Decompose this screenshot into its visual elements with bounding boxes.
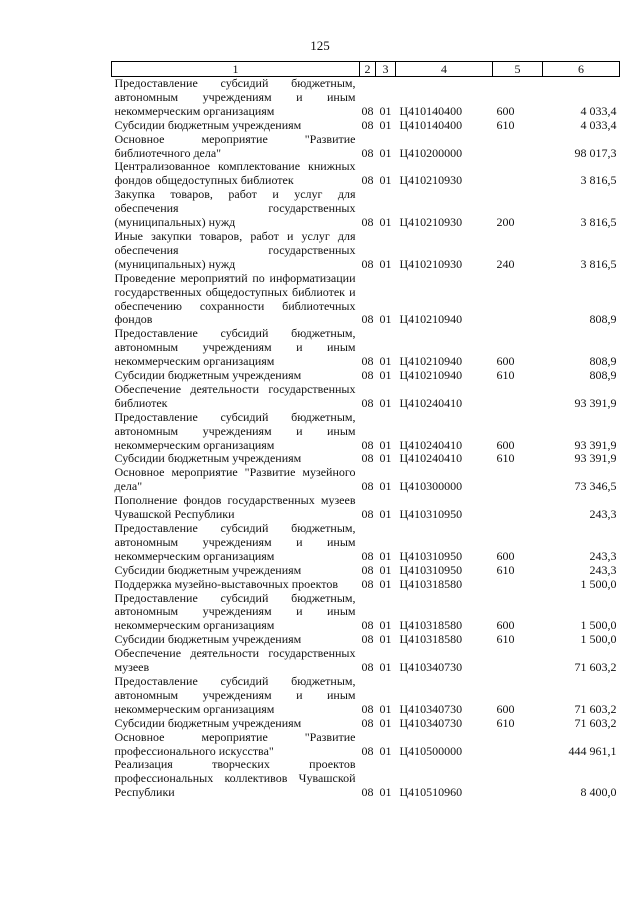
row-subsection: 01 — [379, 117, 392, 132]
row-target-code: Ц410310950 — [399, 507, 463, 522]
row-sum: 243,3 — [589, 507, 617, 522]
table-row — [112, 675, 620, 717]
row-sum: 808,9 — [589, 354, 617, 369]
row-sum: 4 033,4 — [580, 103, 617, 118]
row-expense-type: 600 — [496, 103, 515, 118]
table-row — [112, 77, 620, 119]
row-target-code: Ц410510960 — [399, 785, 463, 800]
row-subsection: 01 — [379, 395, 392, 410]
row-expense-type: 610 — [496, 117, 515, 132]
row-sum: 1 500,0 — [580, 632, 617, 647]
row-target-code: Ц410310950 — [399, 548, 463, 563]
row-sum: 93 391,9 — [574, 395, 617, 410]
row-subsection: 01 — [379, 632, 392, 647]
table-row — [112, 383, 620, 411]
row-expense-type: 610 — [496, 368, 515, 383]
row-expense-type — [493, 466, 543, 494]
row-section: 08 — [361, 618, 374, 633]
row-name: Субсидии бюджетным учреждениям — [114, 451, 302, 466]
row-subsection: 01 — [379, 660, 392, 675]
row-subsection: 01 — [379, 576, 392, 591]
page-number: 125 — [310, 38, 330, 53]
row-expense-type — [493, 383, 543, 411]
row-name: Предоставление субсидий бюджетным, автономным учреждениям и иным некоммерческим организациям — [114, 409, 356, 452]
table-row — [112, 133, 620, 161]
column-header-section: 2 — [360, 62, 376, 77]
row-expense-type: 610 — [496, 632, 515, 647]
row-subsection: 01 — [379, 451, 392, 466]
table-row — [112, 119, 620, 133]
row-sum: 93 391,9 — [574, 451, 617, 466]
row-expense-type — [493, 758, 543, 800]
row-sum: 8 400,0 — [580, 785, 617, 800]
row-expense-type: 610 — [496, 451, 515, 466]
table-row — [112, 592, 620, 634]
row-expense-type: 240 — [496, 256, 515, 271]
row-section: 08 — [361, 660, 374, 675]
budget-table — [111, 61, 620, 800]
row-sum: 243,3 — [589, 562, 617, 577]
row-expense-type — [493, 647, 543, 675]
row-subsection: 01 — [379, 507, 392, 522]
row-subsection: 01 — [379, 743, 392, 758]
row-subsection: 01 — [379, 437, 392, 452]
row-sum: 3 816,5 — [580, 215, 617, 230]
row-name: Реализация творческих проектов профессиональных коллективов Чувашской Республики — [114, 757, 356, 800]
row-sum: 3 816,5 — [580, 173, 617, 188]
row-subsection: 01 — [379, 785, 392, 800]
column-header-sum: 6 — [543, 62, 620, 77]
row-target-code: Ц410318580 — [399, 632, 463, 647]
header-row — [112, 62, 620, 77]
row-target-code: Ц410210940 — [399, 354, 463, 369]
row-sum: 71 603,2 — [574, 701, 617, 716]
row-sum: 1 500,0 — [580, 618, 617, 633]
row-target-code: Ц410310950 — [399, 562, 463, 577]
row-expense-type — [493, 494, 543, 522]
row-section: 08 — [361, 256, 374, 271]
row-name: Предоставление субсидий бюджетным, автономным учреждениям и иным некоммерческим организациям — [114, 521, 356, 563]
row-subsection: 01 — [379, 701, 392, 716]
row-name: Закупка товаров, работ и услуг для обеспечения государственных (муниципальных) нужд — [114, 187, 356, 230]
table-row — [112, 578, 620, 592]
row-expense-type — [493, 272, 543, 328]
row-subsection: 01 — [379, 618, 392, 633]
row-expense-type — [493, 133, 543, 161]
row-name: Обеспечение деятельности государственных библиотек — [114, 381, 356, 410]
row-name: Субсидии бюджетным учреждениям — [114, 368, 302, 383]
row-name: Основное мероприятие "Развитие музейного дела" — [114, 465, 356, 494]
table-row — [112, 272, 620, 328]
row-section: 08 — [361, 437, 374, 452]
row-target-code: Ц410210940 — [399, 368, 463, 383]
row-target-code: Ц410500000 — [399, 743, 463, 758]
row-target-code: Ц410210930 — [399, 215, 463, 230]
row-target-code: Ц410318580 — [399, 576, 463, 591]
row-sum: 444 961,1 — [568, 743, 617, 758]
row-name: Субсидии бюджетным учреждениям — [114, 632, 302, 647]
row-target-code: Ц410340730 — [399, 701, 463, 716]
row-target-code: Ц410300000 — [399, 479, 463, 494]
row-target-code: Ц410240410 — [399, 451, 463, 466]
row-expense-type — [493, 160, 543, 188]
table-row — [112, 758, 620, 800]
row-expense-type: 610 — [496, 715, 515, 730]
table-body — [112, 77, 620, 801]
row-expense-type: 600 — [496, 548, 515, 563]
row-target-code: Ц410340730 — [399, 660, 463, 675]
table-row — [112, 564, 620, 578]
row-subsection: 01 — [379, 562, 392, 577]
row-sum: 4 033,4 — [580, 117, 617, 132]
row-name: Субсидии бюджетным учреждениям — [114, 715, 302, 730]
column-header-expense-type: 5 — [493, 62, 543, 77]
row-section: 08 — [361, 479, 374, 494]
row-section: 08 — [361, 576, 374, 591]
row-expense-type: 600 — [496, 701, 515, 716]
row-section: 08 — [361, 312, 374, 327]
row-target-code: Ц410210940 — [399, 312, 463, 327]
row-section: 08 — [361, 173, 374, 188]
row-name: Централизованное комплектование книжных фондов общедоступных библиотек — [114, 159, 356, 188]
row-target-code: Ц410240410 — [399, 437, 463, 452]
row-name: Предоставление субсидий бюджетным, автономным учреждениям и иным некоммерческим организациям — [114, 590, 356, 633]
row-name: Обеспечение деятельности государственных музеев — [114, 646, 356, 675]
row-name: Проведение мероприятий по информатизации государственных общедоступных библиотек и обеспечению сохранности библиотечных фондов — [114, 270, 356, 327]
row-section: 08 — [361, 117, 374, 132]
table-row — [112, 717, 620, 731]
row-name: Иные закупки товаров, работ и услуг для обеспечения государственных (муниципальных) нужд — [114, 228, 356, 271]
column-header-target: 4 — [396, 62, 493, 77]
row-subsection: 01 — [379, 479, 392, 494]
row-expense-type: 600 — [496, 354, 515, 369]
table-row — [112, 731, 620, 759]
row-section: 08 — [361, 451, 374, 466]
row-section: 08 — [361, 562, 374, 577]
row-section: 08 — [361, 743, 374, 758]
row-target-code: Ц410240410 — [399, 395, 463, 410]
row-name: Субсидии бюджетным учреждениям — [114, 117, 302, 132]
row-name: Основное мероприятие "Развитие библиотечного дела" — [114, 131, 356, 160]
row-name: Основное мероприятие "Развитие профессионального искусства" — [114, 729, 356, 758]
row-sum: 98 017,3 — [574, 145, 617, 160]
row-sum: 71 603,2 — [574, 660, 617, 675]
table-row — [112, 466, 620, 494]
table-row — [112, 188, 620, 230]
row-name: Пополнение фондов государственных музеев Чувашской Республики — [114, 493, 356, 522]
row-section: 08 — [361, 215, 374, 230]
row-subsection: 01 — [379, 103, 392, 118]
row-target-code: Ц410318580 — [399, 618, 463, 633]
column-header-subsection: 3 — [376, 62, 396, 77]
row-name: Предоставление субсидий бюджетным, автономным учреждениям и иным некоммерческим организациям — [114, 673, 356, 716]
row-sum: 808,9 — [589, 312, 617, 327]
row-sum: 93 391,9 — [574, 437, 617, 452]
row-section: 08 — [361, 395, 374, 410]
row-name: Субсидии бюджетным учреждениям — [114, 562, 302, 577]
row-expense-type: 200 — [496, 215, 515, 230]
row-section: 08 — [361, 103, 374, 118]
row-section: 08 — [361, 632, 374, 647]
row-target-code: Ц410340730 — [399, 715, 463, 730]
row-subsection: 01 — [379, 368, 392, 383]
table-row — [112, 522, 620, 564]
table-row — [112, 369, 620, 383]
row-name: Предоставление субсидий бюджетным, автономным учреждениям и иным некоммерческим организациям — [114, 326, 356, 369]
row-expense-type — [493, 578, 543, 592]
row-section: 08 — [361, 507, 374, 522]
row-section: 08 — [361, 701, 374, 716]
row-subsection: 01 — [379, 548, 392, 563]
row-subsection: 01 — [379, 215, 392, 230]
row-subsection: 01 — [379, 145, 392, 160]
row-target-code: Ц410200000 — [399, 145, 463, 160]
row-sum: 71 603,2 — [574, 715, 617, 730]
row-target-code: Ц410210930 — [399, 256, 463, 271]
table-row — [112, 647, 620, 675]
row-sum: 243,3 — [589, 548, 617, 563]
row-sum: 73 346,5 — [574, 479, 617, 494]
row-section: 08 — [361, 368, 374, 383]
table-row — [112, 160, 620, 188]
table-row — [112, 452, 620, 466]
row-name: Предоставление субсидий бюджетным, автономным учреждениям и иным некоммерческим организациям — [114, 76, 356, 118]
row-expense-type: 600 — [496, 437, 515, 452]
row-section: 08 — [361, 145, 374, 160]
row-target-code: Ц410140400 — [399, 103, 463, 118]
row-sum: 1 500,0 — [580, 576, 617, 591]
table-row — [112, 230, 620, 272]
table-row — [112, 327, 620, 369]
row-section: 08 — [361, 548, 374, 563]
row-expense-type: 600 — [496, 618, 515, 633]
table-row — [112, 633, 620, 647]
row-subsection: 01 — [379, 256, 392, 271]
row-section: 08 — [361, 354, 374, 369]
row-section: 08 — [361, 715, 374, 730]
row-target-code: Ц410210930 — [399, 173, 463, 188]
row-expense-type — [493, 731, 543, 759]
row-subsection: 01 — [379, 354, 392, 369]
row-subsection: 01 — [379, 173, 392, 188]
row-section: 08 — [361, 785, 374, 800]
row-target-code: Ц410140400 — [399, 117, 463, 132]
row-expense-type: 610 — [496, 562, 515, 577]
table-row — [112, 411, 620, 453]
column-header-name: 1 — [112, 62, 360, 77]
row-subsection: 01 — [379, 715, 392, 730]
row-subsection: 01 — [379, 312, 392, 327]
table-row — [112, 494, 620, 522]
row-name: Поддержка музейно-выставочных проектов — [114, 576, 339, 591]
row-sum: 3 816,5 — [580, 256, 617, 271]
row-sum: 808,9 — [589, 368, 617, 383]
